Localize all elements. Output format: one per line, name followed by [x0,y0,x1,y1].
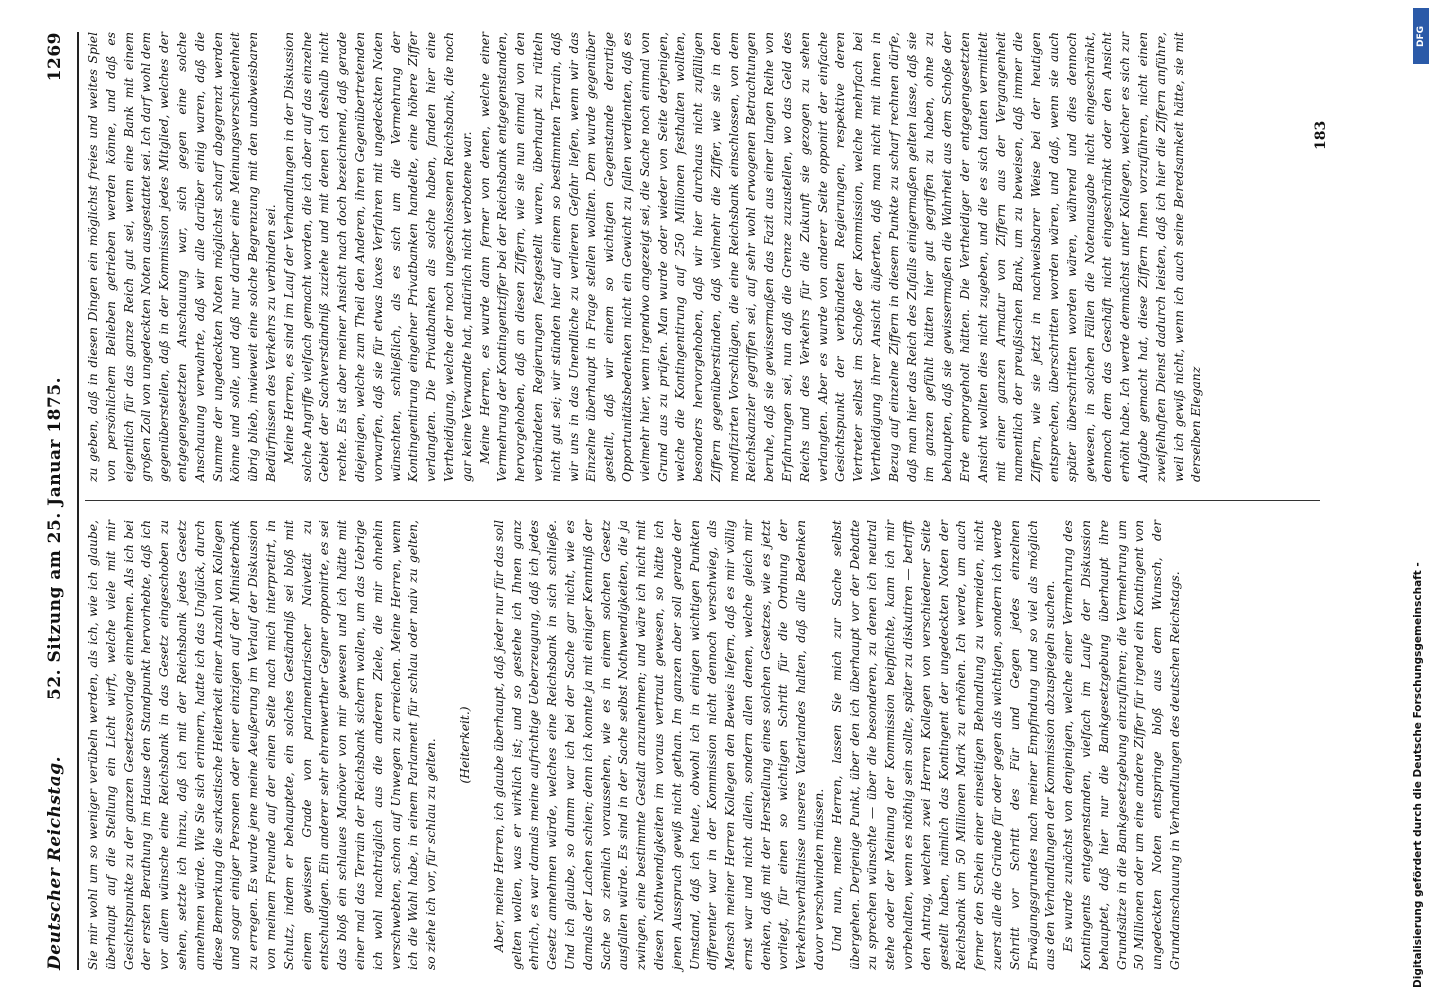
header-rule [77,32,79,970]
left-paragraph: Es wurde zunächst von denjenigen, welche einer Vermehrung des Kontingents entgegenstanden, vielfach im Laufe der Diskussion behauptet, daß hier nur die Bankgesetzgebung überhaupt ihre Grundsätze in die Bankgesetzgebung einzuführen; die Vermehrung um 50 Millionen oder um eine andere Ziffer für irgend ein Kontingent von ungedeckten Noten entspringe bloß aus dem Wunsch, der Grundanschauung in Verhandlungen des deutschen Reichstags. [1061,520,1183,970]
right-paragraph: Meine Herren, es wurde dann ferner von denen, welche einer Vermehrung der Kontingentziffer bei der Reichsbank entgegenstanden, hervorgehoben, daß an diesen Ziffern, wie sie nun einmal von den verbündeten Regierungen festgestellt waren, überhaupt zu rütteln nicht gut sei; wir stünden hier auf einem so bestimmten Terrain, daß wir uns in das Unendliche zu verlieren Gefahr liefen, wenn wir das Einzelne überhaupt in Frage stellen wollten. Dem wurde gegenüber gestellt, daß wir einem so wichtigen Gegenstande derartige Opportunitätsbedenken nicht ein Gewicht zu fallen verdienten, daß es vielmehr hier, wenn irgendwo angezeigt sei, die Sache noch einmal von Grund aus zu prüfen. Man wurde oder wieder von Seite derjenigen, welche die Kontingentirung auf 250 Millionen festhalten wollten, besonders hervorgehoben, daß wir hier durchaus nicht zufälligen Ziffern gegenüberstünden, daß vielmehr die Ziffer, wie sie in den modifizirten Vorschlägen, die eine Reichsbank einschlossen, von dem Reichskanzler gegriffen sei, auf sehr wohl erwogenen Betrachtungen beruhe, daß sie gewissermaßen das Fazit aus einer langen Reihe von Erfahrungen sei, nun daß die Grenze zuzustellen, wo das Geld des Reichs und des Verkehrs für die Zukunft sie gezogen zu sehen verlangten. Aber es wurde von anderer Seite opponirt der einfache Gesichtspunkt der verbündeten Regierungen, respektive deren Vertreter selbst im Schoße der Kommission, welche mehrfach bei Vertheidigung ihrer Ansicht äußerten, daß man nicht mit ihnen in Bezug auf einzelne Ziffern in diesem Punkte zu scharf rechnen dürfe, daß man hier das Reich des Zufalls einigermaßen gelten lasse, daß sie im ganzen gefühlt hätten hier gut gegriffen zu haben, ohne zu behaupten, daß sie gewissermaßen die Wahrheit aus dem Schoße der Erde emporgeholt hätten. Die Vertheidiger der entgegengesetzten Ansicht wollten dies nicht zugeben, und die es sich tanten vermittelt mit einer ganzen Armatur von Ziffern aus der Vergangenheit namentlich der preußischen Bank, um zu beweisen, daß immer die Ziffern, wie sie jetzt in nachweisbarer Weise bei der heutigen entsprechen, überschritten worden wären, und daß, wenn sie auch später überschritten worden wären, während und dies dennoch gewesen, in solchen Fällen die Notenausgabe nicht eingeschränkt, dennoch dem das Geschäft nicht eingeschränkt oder den Ansicht erhöht habe. Ich werde demnächst unter Kollegen, welcher es sich zur Aufgabe gemacht hat, diese Ziffern Ihnen vorzuführen, nicht einen zweifelhaften Dienst dadurch leisten, daß ich hier die Ziffern anführe, weil ich gewiß nicht, wenn ich auch seine Beredsamkeit hätte, sie mit derselben Eleganz [477,32,1204,482]
running-header [45,32,75,970]
header-publication: Deutscher Reichstag. [45,755,65,970]
right-paragraph: Meine Herren, es sind im Lauf der Verhandlungen in der Diskussion solche Angriffe vielfach gemacht worden, die ich aber auf das einzelne Gebiet der Sachverständniß zuziehe und mit denen ich deshalb nicht rechte. Es ist aber meiner Ansicht nach doch bezeichnend, daß gerade diejenigen, welche zum Theil den Anderen, ihren Gegenübertretenden vorwarfen, daß sie für etwas laxes Verfahren mit ungedeckten Noten wünschten, schließlich, als es sich um die Vermehrung der Kontingentirung eingelner Privatbanken handelte, eine höhere Ziffer verlangten. Die Privatbanken als solche haben, fanden hier eine Vertheidigung, welche der noch ungeschlossenen Reichsbank, die noch gar keine Verwandte hat, natürlich nicht verbotene war. [281,32,474,482]
dfg-side-label [1412,8,1430,993]
signature-mark: 183 [1313,120,1329,150]
left-column [85,520,1185,970]
column-divider [85,500,1320,501]
header-page-number: 1269 [45,32,65,82]
dfg-logo: DFG [1413,8,1429,64]
right-column [85,32,1206,482]
header-session: 52. Sitzung am 25. Januar 1875. [45,376,65,700]
dfg-credit-text: Digitalisierung gefördert durch die Deutsche Forschungsgemeinschaft - [1412,562,1424,988]
right-paragraph: zu geben, daß in diesen Dingen ein möglichst freies und weites Spiel von persönlichem Belieben getrieben werden könne, und daß es eigentlich für das ganze Reich gut sei, wenn eine Bank mit einem großen Zoll von ungedeckten Noten ausgestattet sei. Ich darf wohl dem gegenüberstellen, daß in der Kommission jedes Mitglied, welches der entgegengesetzten Anschauung war, sich gegen eine solche Anschauung verwahrte, daß wir alle darüber einig waren, daß die Summe der ungedeckten Noten möglichst scharf abgegrenzt werden könne und solle, und daß nur darüber eine Meinungsverschiedenheit übrig blieb, inwieweit eine solche Begrenzung mit den unabweisbaren Bedürfnissen des Verkehrs zu verbinden sei. [86,32,278,482]
laughter-note: (Heiterkeit.) [457,706,472,784]
left-paragraph: Und nun, meine Herren, lassen Sie mich zur Sache selbst übergehen. Derjenige Punkt, über den ich überhaupt vor der Debatte zu sprechen wünschte — über die besonderen, zu denen ich neutral stehe oder der Meinung der Kommission beipflichte, kann ich mir vorbehalten, wenn es nöthig sein sollte, später zu diskutiren — betrifft den Antrag, welchen zwei Herren Kollegen von verschiedener Seite gestellt haben, nämlich das Kontingent der ungedeckten Noten der Reichsbank um 50 Millionen Mark zu erhöhen. Ich werde, um auch ferner den Schein einer einseitigen Behandlung zu vermeiden, nicht zuerst alle die Gründe für oder gegen als wichtigen, sondern ich werde Schritt vor Schritt des Für und Gegen jedes einzelnen Erwägungsgrundes nach meiner Empfindung und so viel als möglich aus den Verhandlungen der Kommission abzuspiegeln suchen. [829,520,1058,970]
page-body [45,32,1375,970]
left-paragraph: Aber, meine Herren, ich glaube überhaupt, daß jeder nur für das soll gelten wollen, was er wirklich ist; und so gestehe ich Ihnen ganz ehrlich, es war damals meine aufrichtige Ueberzeugung, daß ich jedes Gesetz annehmen würde, welches eine Reichsbank in sich schließe. Und ich glaube, so dumm war ich bei der Sache gar nicht, wie es damals der Lachen schien; denn ich konnte ja mit einiger Kenntniß der Sache so ziemlich voraussehen, wie es in einem solchen Gesetz ausfallen würde. Es sind in der Sache selbst Nothwendigkeiten, die ja zwingen, eine bestimmte Gestalt anzunehmen; und wäre ich nicht mit diesen Nothwendigkeiten im voraus vertraut gewesen, so hätte ich jenen Ausspruch gewiß nicht gethan. Im ganzen aber soll gerade der Umstand, daß ich heute, obwohl ich in einigen wichtigen Punkten differenter war in der Kommission nicht dennoch verschwieg, als Mensch meiner Herren Kollegen den Beweis liefern, daß es mir völlig ernst war und nicht allein, sondern allen denen, welche gleich mir denken, daß mit der Herstellung eines solchen Gesetzes, wie es jetzt vorliegt, für einen so wichtigen Schritt für die Ordnung der Verkehrsverhältnisse unseres Vaterlandes halten, daß alle Bedenken davor verschwinden müssen. [491,520,827,970]
left-paragraph: Sie mir wohl um so weniger verübeln werden, als ich, wie ich glaube, überhaupt auf die Stellung ein Licht wirft, welche viele mit mir Gesichtspunkte zu der ganzen Gesetzesvorlage einnehmen. Als ich bei der ersten Berathung im Hause den Standpunkt hervorhebte, daß ich vor allem wünsche eine Reichsbank in das Gesetz eingeschoben zu sehen, setzte ich hinzu, daß ich mit der Reichsbank jedes Gesetz annehmen würde. Wie Sie sich erinnern, hatte ich das Unglück, durch diese Bemerkung die sarkastische Heiterkeit einer Anzahl von Kollegen und sogar einiger Personen oder einer einzigen auf der Ministerbank zu erregen. Es wurde jene meine Aeußerung im Verlauf der Diskussion von meinem Freunde auf der einen Seite nach mich interpretirt, in Schutz, indem er behauptete, ein solches Geständniß sei bloß mit einem gewissen Grade von parlamentarischer Naivetät zu entschuldigen. Ein anderer sehr ehrenwerther Gegner opponirte, es sei das bloß ein schlaues Manöver von mir gewesen und ich hätte mit einer mal das Terrain der Reichsbank sichern wollen, um das Uebrige ich wohl nachträglich aus die anderen Ziele, die mir ohnehin verschwebten, schon auf Unwegen zu erreichen. Meine Herren, wenn ich die Wahl habe, in einem Parlament für schlau oder naiv zu gelten, so ziehe ich vor, für schlau zu gelten. [86,520,439,970]
